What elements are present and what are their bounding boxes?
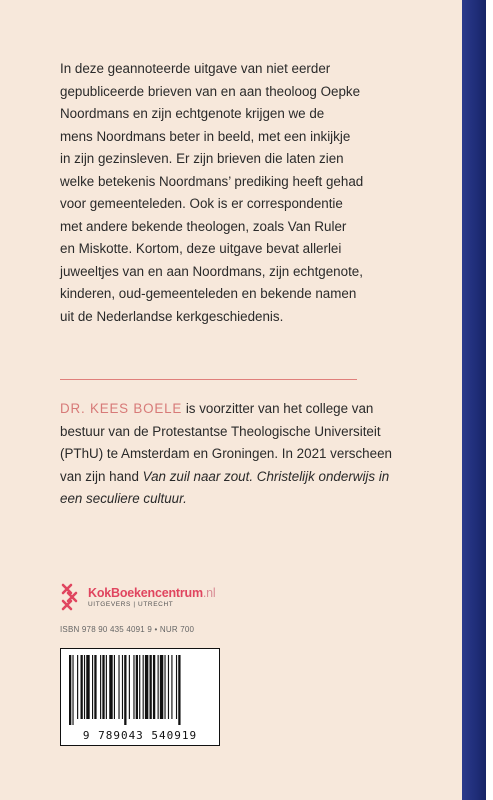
publisher-logo <box>60 580 216 614</box>
spine <box>462 0 486 800</box>
publisher-name: KokBoekencentrum.nl <box>88 585 216 600</box>
publisher-mark-icon <box>60 582 82 612</box>
barcode-bars <box>67 655 213 725</box>
book-title: Van zuil naar zout. Christelijk onderwijs in een seculiere cultuur. <box>60 468 390 506</box>
author-name: DR. KEES BOELE <box>60 401 183 416</box>
barcode-number: 9 789043 540919 <box>82 729 198 742</box>
divider-line <box>60 379 357 380</box>
author-bio-text: is voorzitter van het college van bestuur van de Protestantse Theologische Universiteit (PThU) te Amsterdam en Groningen. In 2021 verscheen van zijn hand <box>60 401 392 484</box>
page-edge <box>486 0 493 800</box>
blurb-text: In deze geannoteerde uitgave van niet eerder gepubliceerde brieven van en aan theoloog Oepke Noordmans en zijn echtgenote krijgen we de mens Noordmans beter in beeld, met een inkijkje in zijn gezinsleven. Er zijn brieven die laten zien welke betekenis Noordmans’ prediking heeft gehad voor gemeenteleden. Ook is er correspondentie met andere bekende theologen, zoals Van Ruler en Miskotte. Kortom, deze uitgave bevat allerlei juweeltjes van en aan Noordmans, zijn echtgenote, kinderen, oud-gemeenteleden en bekende namen uit de Nederlandse kerkgeschiedenis. <box>60 61 364 324</box>
barcode <box>60 648 220 746</box>
author-bio <box>60 398 400 511</box>
publisher-subtitle: UITGEVERS | UTRECHT <box>88 600 174 608</box>
isbn-line: ISBN 978 90 435 4091 9 • NUR 700 <box>60 625 195 634</box>
